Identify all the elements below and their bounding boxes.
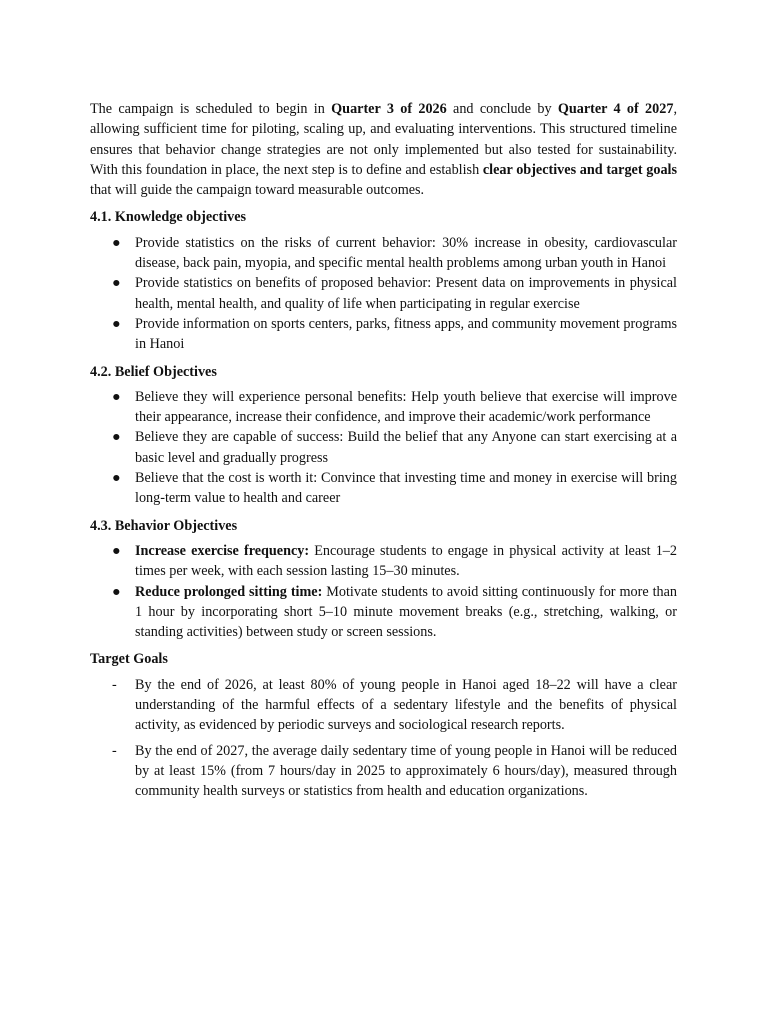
bullet-marker: ● [112, 583, 121, 600]
behavior-heading: 4.3. Behavior Objectives [90, 517, 238, 534]
bullet-marker: ● [112, 315, 121, 332]
bullet-marker: ● [112, 470, 121, 487]
dash-marker: - [112, 676, 117, 693]
list-item: ● Increase exercise frequency: Encourage students to engage in physical activity at least 1–2 times per week, with each session lasting 15–30 minutes. [112, 542, 677, 580]
bullet-marker: ● [112, 429, 121, 446]
belief-heading: 4.2. Belief Objectives [90, 363, 217, 380]
bullet-marker: ● [112, 234, 121, 251]
belief-list [90, 387, 677, 509]
list-item: ● Believe that the cost is worth it: Convince that investing time and money in exercise will bring long-term value to health and career [112, 470, 677, 507]
list-item: ● Provide statistics on benefits of proposed behavior: Present data on improvements in physical health, mental health, and quality of life when participating in regular exercise [112, 275, 677, 312]
intro-paragraph: The campaign is scheduled to begin in Quarter 3 of 2026 and conclude by Quarter 4 of 2027, allowing sufficient time for piloting, scaling up, and evaluating interventions. This structured timeline ensures that behavior change strategies are not only implemented but also tested for sustainability. With this foundation in place, the next step is to define and establish clear objectives and target goals that will guide the campaign toward measurable outcomes. [90, 101, 677, 199]
list-item: ● Provide statistics on the risks of current behavior: 30% increase in obesity, cardiovascular disease, back pain, myopia, and specific mental health problems among urban youth in Hanoi [112, 234, 677, 272]
target-goals-list [90, 675, 677, 802]
document-body [90, 99, 677, 807]
list-item: ● Reduce prolonged sitting time: Motivate students to avoid sitting continuously for more than 1 hour by incorporating short 5–10 minute movement breaks (e.g., stretching, walking, or standing activities) between study or screen sessions. [112, 583, 677, 641]
target-goals-heading: Target Goals [90, 651, 168, 668]
list-item: ● Believe they are capable of success: Build the belief that any Anyone can start exercising at a basic level and gradually progress [112, 429, 677, 466]
list-item: - By the end of 2027, the average daily sedentary time of young people in Hanoi will be reduced by at least 15% (from 7 hours/day in 2025 to approximately 6 hours/day), measured through community health surveys or statistics from health and education organizations. [112, 742, 677, 800]
behavior-list [90, 541, 677, 642]
list-item: ● Believe they will experience personal benefits: Help youth believe that exercise will improve their appearance, increase their confidence, and improve their academic/work performance [112, 388, 677, 426]
knowledge-list [90, 233, 677, 355]
bullet-marker: ● [112, 542, 121, 559]
dash-marker: - [112, 742, 117, 759]
knowledge-heading: 4.1. Knowledge objectives [90, 209, 247, 226]
list-item: - By the end of 2026, at least 80% of young people in Hanoi aged 18–22 will have a clear understanding of the harmful effects of a sedentary lifestyle and the benefits of physical activity, as evidenced by periodic surveys and sociological research reports. [112, 676, 677, 734]
bullet-marker: ● [112, 388, 121, 405]
list-item: ● Provide information on sports centers, parks, fitness apps, and community movement programs in Hanoi [112, 315, 677, 353]
bullet-marker: ● [112, 275, 121, 292]
